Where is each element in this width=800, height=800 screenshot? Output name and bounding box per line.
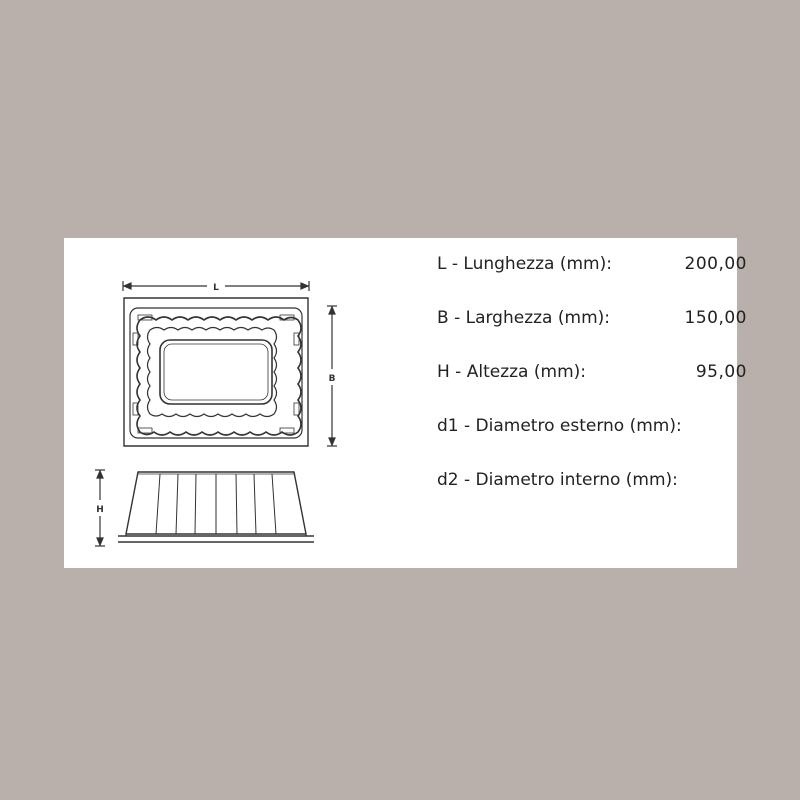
- tray-top-view: [124, 298, 308, 446]
- spec-value-width: 150,00: [684, 308, 747, 328]
- spec-value-length: 200,00: [684, 254, 747, 274]
- spec-row-height: [437, 362, 747, 388]
- container-technical-drawing: [64, 238, 364, 568]
- width-label: B: [328, 374, 336, 384]
- spec-value-height: 95,00: [695, 362, 747, 382]
- height-label: H: [96, 505, 104, 515]
- spec-label-height: H - Altezza (mm):: [437, 362, 586, 382]
- spec-row-width: [437, 308, 747, 334]
- tray-side-view: [118, 472, 314, 542]
- spec-row-outer-diameter: [437, 416, 727, 442]
- length-label: L: [213, 283, 219, 293]
- spec-row-length: [437, 254, 747, 280]
- spec-label-outer-diameter: d1 - Diametro esterno (mm):: [437, 416, 682, 436]
- spec-label-length: L - Lunghezza (mm):: [437, 254, 612, 274]
- spec-label-inner-diameter: d2 - Diametro interno (mm):: [437, 470, 678, 490]
- spec-label-width: B - Larghezza (mm):: [437, 308, 610, 328]
- spec-card: [64, 238, 747, 568]
- spec-row-inner-diameter: [437, 470, 727, 496]
